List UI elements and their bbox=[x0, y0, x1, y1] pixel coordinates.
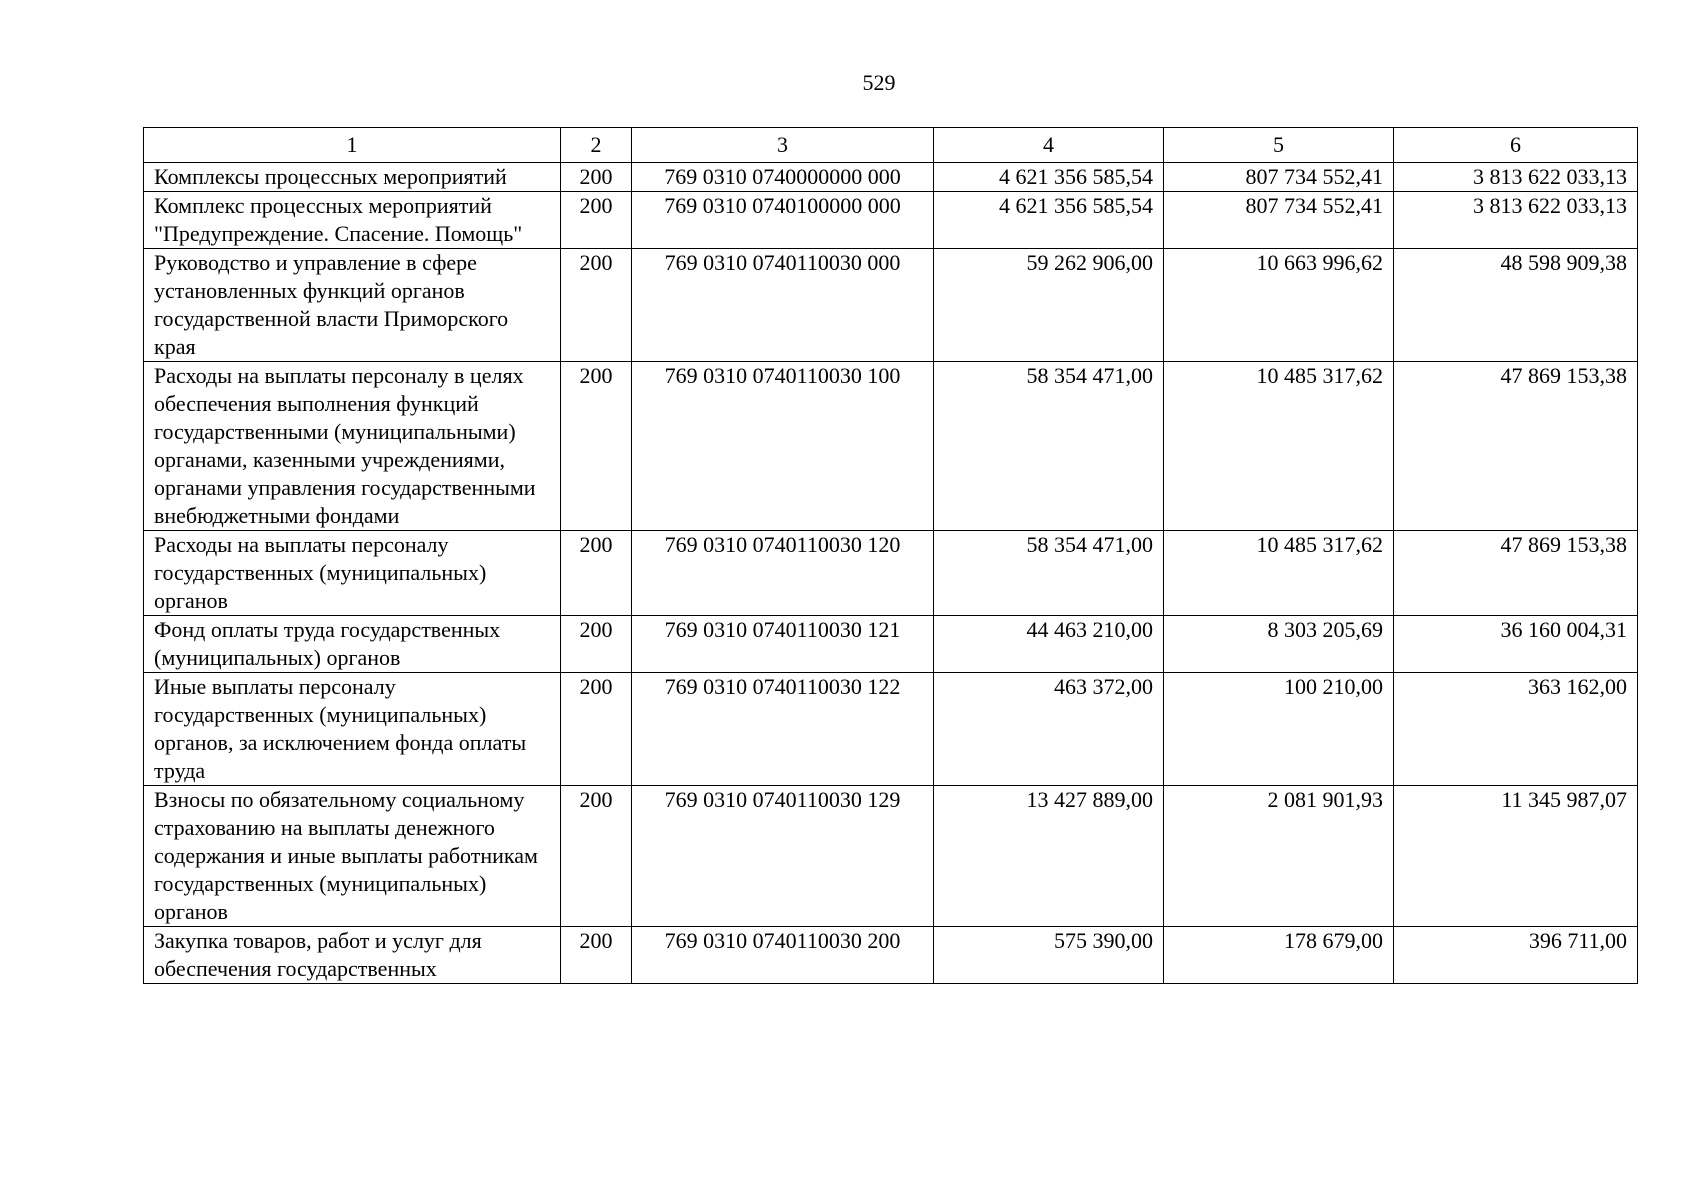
page-number: 529 bbox=[862, 70, 896, 95]
table-row bbox=[144, 192, 1638, 249]
table-row bbox=[144, 673, 1638, 786]
row-budget-code: 769 0310 0740100000 000 bbox=[632, 192, 934, 249]
table-row bbox=[144, 531, 1638, 616]
budget-table bbox=[143, 127, 1638, 984]
table-row bbox=[144, 927, 1638, 984]
row-line-code: 200 bbox=[561, 927, 632, 984]
row-line-code: 200 bbox=[561, 249, 632, 362]
row-name: Комплекс процессных мероприятий "Предупреждение. Спасение. Помощь" bbox=[144, 192, 561, 249]
row-budget-code: 769 0310 0740110030 129 bbox=[632, 786, 934, 927]
row-approved: 4 621 356 585,54 bbox=[934, 163, 1164, 192]
row-approved: 44 463 210,00 bbox=[934, 616, 1164, 673]
table-row bbox=[144, 616, 1638, 673]
column-header: 4 bbox=[934, 128, 1164, 163]
row-approved: 58 354 471,00 bbox=[934, 531, 1164, 616]
row-name: Фонд оплаты труда государственных (муниципальных) органов bbox=[144, 616, 561, 673]
row-line-code: 200 bbox=[561, 673, 632, 786]
row-approved: 463 372,00 bbox=[934, 673, 1164, 786]
row-executed: 100 210,00 bbox=[1164, 673, 1394, 786]
row-line-code: 200 bbox=[561, 531, 632, 616]
row-executed: 10 485 317,62 bbox=[1164, 531, 1394, 616]
row-executed: 2 081 901,93 bbox=[1164, 786, 1394, 927]
row-executed: 807 734 552,41 bbox=[1164, 192, 1394, 249]
row-unexecuted: 36 160 004,31 bbox=[1394, 616, 1638, 673]
row-budget-code: 769 0310 0740110030 100 bbox=[632, 362, 934, 531]
row-executed: 178 679,00 bbox=[1164, 927, 1394, 984]
table-row bbox=[144, 362, 1638, 531]
row-line-code: 200 bbox=[561, 786, 632, 927]
row-budget-code: 769 0310 0740110030 000 bbox=[632, 249, 934, 362]
row-unexecuted: 363 162,00 bbox=[1394, 673, 1638, 786]
row-unexecuted: 47 869 153,38 bbox=[1394, 362, 1638, 531]
row-unexecuted: 3 813 622 033,13 bbox=[1394, 192, 1638, 249]
row-budget-code: 769 0310 0740110030 120 bbox=[632, 531, 934, 616]
row-name: Иные выплаты персоналу государственных (муниципальных) органов, за исключением фонда оплаты труда bbox=[144, 673, 561, 786]
table-row bbox=[144, 249, 1638, 362]
row-name: Закупка товаров, работ и услуг для обеспечения государственных bbox=[144, 927, 561, 984]
row-line-code: 200 bbox=[561, 192, 632, 249]
row-approved: 575 390,00 bbox=[934, 927, 1164, 984]
row-name: Расходы на выплаты персоналу государственных (муниципальных) органов bbox=[144, 531, 561, 616]
row-budget-code: 769 0310 0740110030 200 bbox=[632, 927, 934, 984]
row-budget-code: 769 0310 0740110030 121 bbox=[632, 616, 934, 673]
row-approved: 58 354 471,00 bbox=[934, 362, 1164, 531]
row-executed: 807 734 552,41 bbox=[1164, 163, 1394, 192]
row-name: Комплексы процессных мероприятий bbox=[144, 163, 561, 192]
column-header: 3 bbox=[632, 128, 934, 163]
column-header: 2 bbox=[561, 128, 632, 163]
header-row bbox=[144, 128, 1638, 163]
row-executed: 8 303 205,69 bbox=[1164, 616, 1394, 673]
row-unexecuted: 3 813 622 033,13 bbox=[1394, 163, 1638, 192]
row-unexecuted: 48 598 909,38 bbox=[1394, 249, 1638, 362]
row-approved: 4 621 356 585,54 bbox=[934, 192, 1164, 249]
column-header: 6 bbox=[1394, 128, 1638, 163]
row-unexecuted: 47 869 153,38 bbox=[1394, 531, 1638, 616]
row-unexecuted: 11 345 987,07 bbox=[1394, 786, 1638, 927]
row-name: Расходы на выплаты персоналу в целях обеспечения выполнения функций государственными (муниципальными) органами, казенными учреждениями, органами управления государственными внебюджетными фондами bbox=[144, 362, 561, 531]
column-header: 1 bbox=[144, 128, 561, 163]
row-line-code: 200 bbox=[561, 163, 632, 192]
table-row bbox=[144, 163, 1638, 192]
row-line-code: 200 bbox=[561, 616, 632, 673]
row-approved: 13 427 889,00 bbox=[934, 786, 1164, 927]
row-unexecuted: 396 711,00 bbox=[1394, 927, 1638, 984]
row-line-code: 200 bbox=[561, 362, 632, 531]
row-budget-code: 769 0310 0740110030 122 bbox=[632, 673, 934, 786]
row-executed: 10 485 317,62 bbox=[1164, 362, 1394, 531]
row-name: Взносы по обязательному социальному страхованию на выплаты денежного содержания и иные выплаты работникам государственных (муниципальных) органов bbox=[144, 786, 561, 927]
row-approved: 59 262 906,00 bbox=[934, 249, 1164, 362]
row-name: Руководство и управление в сфере установленных функций органов государственной власти Приморского края bbox=[144, 249, 561, 362]
column-header: 5 bbox=[1164, 128, 1394, 163]
table-row bbox=[144, 786, 1638, 927]
row-budget-code: 769 0310 0740000000 000 bbox=[632, 163, 934, 192]
row-executed: 10 663 996,62 bbox=[1164, 249, 1394, 362]
